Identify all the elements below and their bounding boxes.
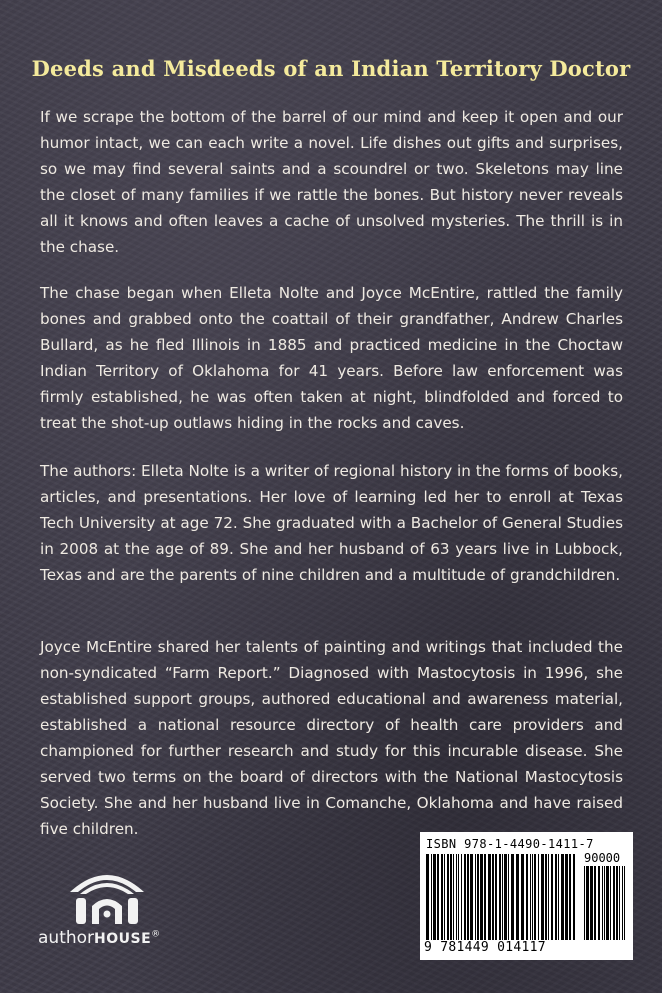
barcode-addon-digits: 90000	[584, 851, 621, 865]
barcode-bar	[461, 854, 462, 940]
barcode-bar	[499, 854, 501, 940]
ean-bars	[426, 854, 578, 940]
publisher-name-bold: HOUSE	[94, 931, 152, 947]
synopsis-paragraph-2: The chase began when Elleta Nolte and Joyce McEntire, rattled the family bones and grabbed onto the coattail of their grandfather, Andrew Charles Bullard, as he fled Illinois in 1885 and practiced medicine in the Choctaw Indian Territory of Oklahoma for 41 years. Before law enforcement was firmly established, he was often taken at night, blindfolded and forced to treat the shot-up outlaws hiding in the rocks and caves.	[40, 284, 623, 432]
publisher-name-light: author	[38, 928, 95, 948]
barcode-bar	[622, 866, 623, 940]
barcode-bar	[508, 854, 509, 940]
barcode-bar	[475, 854, 476, 940]
authorhouse-house-logo-icon	[66, 862, 148, 926]
barcode-bar	[521, 854, 524, 940]
barcode-bar	[532, 854, 533, 940]
barcode-bar	[548, 854, 549, 940]
barcode-bar	[480, 854, 483, 940]
barcode-bar	[613, 866, 615, 940]
barcode-bar	[477, 854, 479, 940]
barcode-bar	[431, 854, 432, 940]
barcode-bar	[569, 854, 571, 940]
author-bio-paragraph-2: Joyce McEntire shared her talents of painting and writings that included the non-syndicated “Farm Report.” Diagnosed with Mastocytosis in 1996, she established support groups, authored educational and awareness material, established a national resource directory of health care providers and championed for further research and study for this incurable disease. She served two terms on the board of directors with the National Mastocytosis Society. She and her husband live in Comanche, Oklahoma and have raised five children.	[40, 638, 623, 838]
barcode-bar	[526, 854, 528, 940]
barcode-bar	[565, 854, 568, 940]
barcode-bar	[555, 854, 557, 940]
barcode-bar	[530, 854, 531, 940]
barcode-bar	[495, 854, 497, 940]
trademark-symbol: ®	[151, 929, 161, 940]
publisher-name	[38, 928, 160, 948]
isbn-barcode	[420, 832, 633, 960]
barcode-bar	[610, 866, 611, 940]
barcode-bar	[545, 854, 547, 940]
barcode-bar	[437, 854, 439, 940]
barcode-bar	[606, 866, 609, 940]
barcode-bar	[604, 866, 605, 940]
barcode-bar	[594, 866, 596, 940]
barcode-bar	[561, 854, 564, 940]
synopsis-paragraph-1: If we scrape the bottom of the barrel of our mind and keep it open and our humor intact, we can each write a novel. Life dishes out gifts and surprises, so we may find several saints and a scoundrel or two. Skeletons may line the closet of many families if we rattle the bones. But history never reveals all it knows and often leaves a cache of unsolved mysteries. The thrill is in the chase.	[40, 108, 623, 256]
barcode-bar	[624, 866, 625, 940]
barcode-bar	[616, 866, 618, 940]
barcode-bar	[444, 854, 445, 940]
barcode-bar	[534, 854, 536, 940]
barcode-bar	[516, 854, 519, 940]
barcode-bar	[573, 854, 575, 940]
barcode-bar	[441, 854, 443, 940]
isbn-label: ISBN 978-1-4490-1411-7	[426, 837, 594, 851]
barcode-bar	[598, 866, 600, 940]
publisher-logo	[38, 862, 188, 952]
barcode-bar	[538, 854, 539, 940]
barcode-bar	[558, 854, 559, 940]
barcode-bar	[426, 854, 429, 940]
barcode-bar	[467, 854, 469, 940]
barcode-bar	[602, 866, 603, 940]
barcode-bar	[433, 854, 436, 940]
barcode-bar	[590, 866, 593, 940]
barcode-bar	[488, 854, 491, 940]
barcode-bar	[541, 854, 544, 940]
barcode-bar	[551, 854, 553, 940]
barcode-bar	[511, 854, 514, 940]
addon-bars	[584, 866, 628, 940]
barcode-bar	[450, 854, 452, 940]
ean-digits: 9 781449 014117	[424, 940, 546, 955]
barcode-bar	[619, 866, 620, 940]
barcode-bar	[504, 854, 507, 940]
barcode-bar	[502, 854, 503, 940]
barcode-bar	[484, 854, 486, 940]
barcode-bar	[586, 866, 589, 940]
barcode-bar	[464, 854, 466, 940]
book-title: Deeds and Misdeeds of an Indian Territory Doctor	[31, 56, 631, 81]
barcode-bar	[492, 854, 494, 940]
barcode-bar	[453, 854, 454, 940]
barcode-bar	[584, 866, 585, 940]
barcode-bar	[470, 854, 473, 940]
barcode-bar	[458, 854, 459, 940]
author-bio-paragraph-1: The authors: Elleta Nolte is a writer of regional history in the forms of books, articles, and presentations. Her love of learning led her to enroll at Texas Tech University at age 72. She graduated with a Bachelor of General Studies in 2008 at the age of 89. She and her husband of 63 years live in Lubbock, Texas and are the parents of nine children and a multitude of grandchildren.	[40, 462, 623, 584]
barcode-bar	[447, 854, 449, 940]
barcode-bar	[456, 854, 457, 940]
